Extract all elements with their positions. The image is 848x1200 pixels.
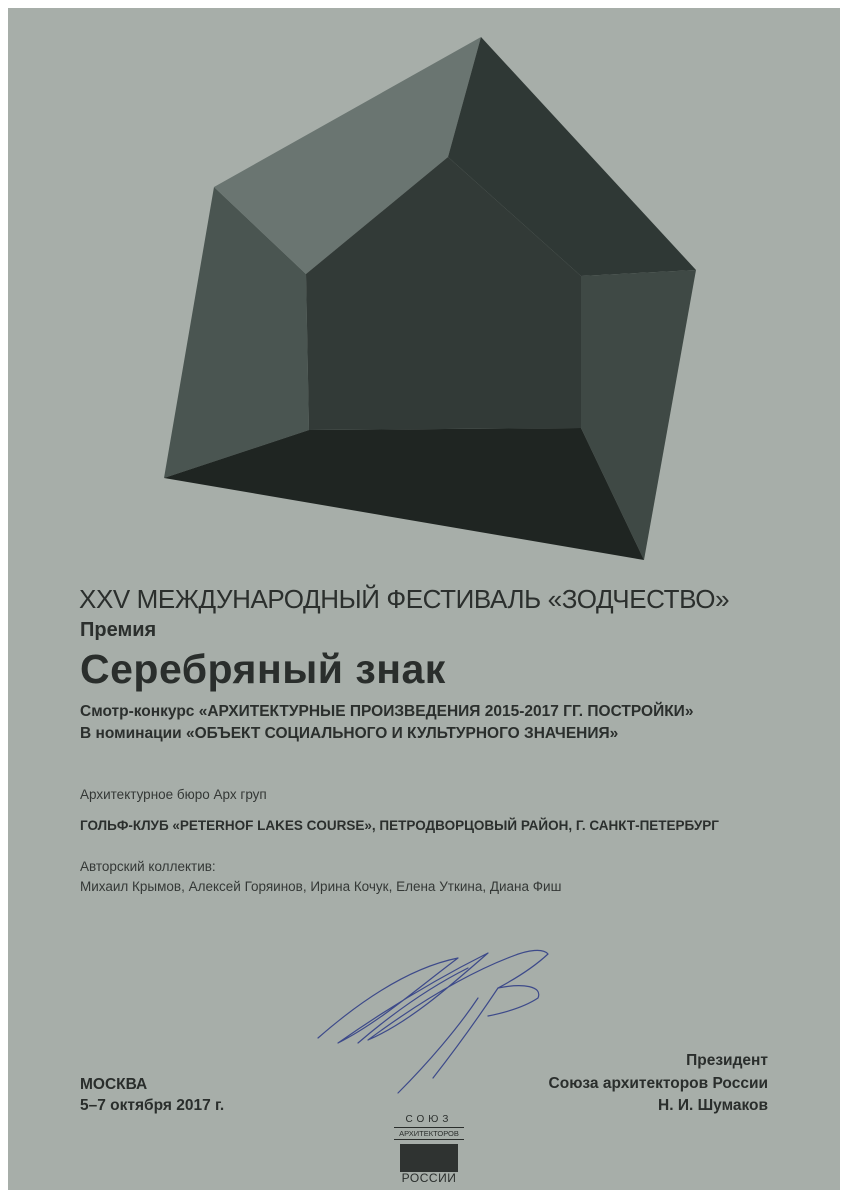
event-dates: 5–7 октября 2017 г. xyxy=(80,1097,225,1114)
team-label: Авторский коллектив: xyxy=(80,859,216,874)
team-names: Михаил Крымов, Алексей Горяинов, Ирина Кочук, Елена Уткина, Диана Фиш xyxy=(80,879,562,894)
house-emblem-image xyxy=(156,30,701,565)
president-organization: Союза архитекторов России xyxy=(548,1075,768,1092)
contest-line: Смотр-конкурс «АРХИТЕКТУРНЫЕ ПРОИЗВЕДЕНИЯ 2015-2017 ГГ. ПОСТРОЙКИ» xyxy=(80,703,694,720)
festival-title: XXV МЕЖДУНАРОДНЫЙ ФЕСТИВАЛЬ «ЗОДЧЕСТВО» xyxy=(79,584,730,614)
seal-middle-text: АРХИТЕКТОРОВ xyxy=(394,1127,464,1140)
president-title: Президент xyxy=(686,1052,768,1069)
president-name: Н. И. Шумаков xyxy=(658,1097,768,1114)
nomination-line: В номинации «ОБЪЕКТ СОЦИАЛЬНОГО И КУЛЬТУРНОГО ЗНАЧЕНИЯ» xyxy=(80,725,619,742)
seal-bottom-text: РОССИИ xyxy=(401,1171,457,1185)
bureau-name: Архитектурное бюро Арх груп xyxy=(80,787,267,802)
union-logo xyxy=(394,1114,464,1184)
project-title: ГОЛЬФ-КЛУБ «PETERHOF LAKES COURSE», ПЕТРОДВОРЦОВЫЙ РАЙОН, Г. САНКТ-ПЕТЕРБУРГ xyxy=(80,818,719,833)
prize-label: Премия xyxy=(80,619,157,641)
seal-dark-block xyxy=(400,1144,458,1172)
diploma-sheet xyxy=(8,8,840,1190)
seal-top-text: СОЮЗ xyxy=(405,1114,453,1125)
handwritten-signature xyxy=(298,928,568,1098)
place: МОСКВА xyxy=(80,1076,148,1093)
prize-name: Серебряный знак xyxy=(80,646,446,692)
